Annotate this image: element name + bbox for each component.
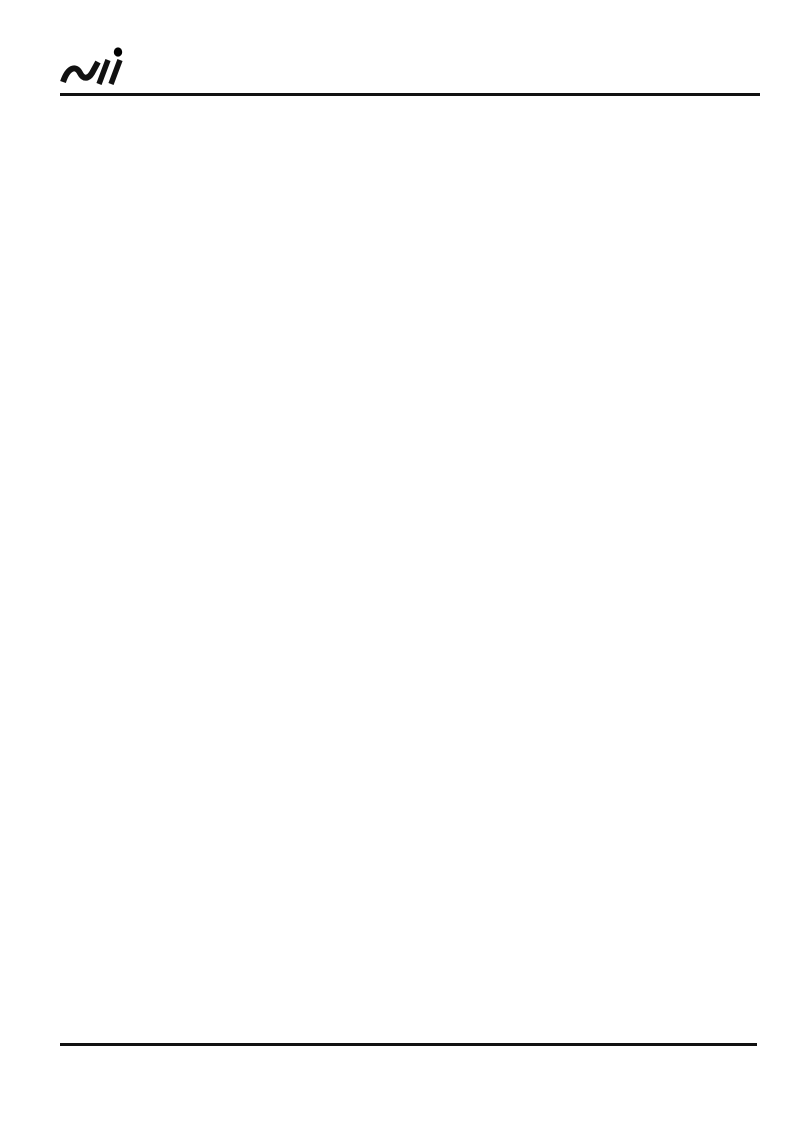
chart-threshold-voltage-vs-temperature	[400, 728, 720, 978]
chart-transfer-characteristics	[400, 137, 720, 387]
chart-on-resistance-vs-temperature	[70, 728, 390, 978]
chart-output-characteristics	[70, 137, 390, 387]
logo-slash2-icon	[111, 60, 120, 84]
will-semi-logo	[58, 46, 238, 94]
chart-on-resistance-vs-gate-voltage	[400, 423, 720, 673]
header-rule	[60, 93, 760, 96]
logo-green-dot-icon	[114, 47, 122, 56]
chart-on-resistance-vs-drain-current	[70, 423, 390, 673]
footer-rule	[60, 1043, 757, 1046]
logo-w-stroke-icon	[63, 62, 98, 82]
